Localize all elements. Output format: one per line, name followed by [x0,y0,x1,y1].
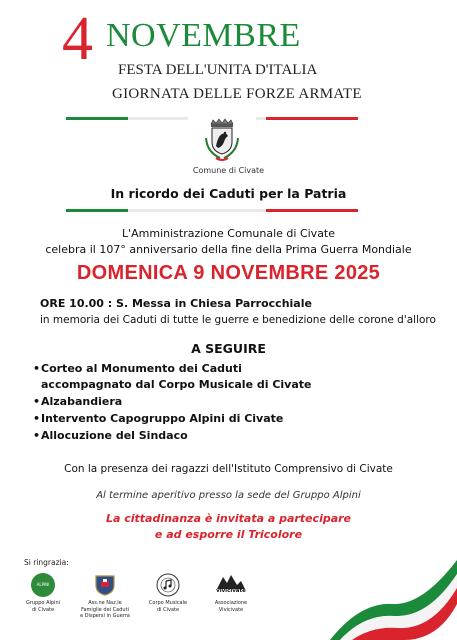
list-item: •Alzabandiera [33,395,123,408]
presenza-text: Con la presenza dei ragazzi dell'Istituto Comprensivo di Civate [64,463,393,475]
stripe-white-right [256,117,266,120]
caduti-shield-icon [93,573,117,597]
sponsor-name: di Civate [156,606,180,613]
stripe2-red [266,209,358,212]
sponsor-name: Gruppo Alpini [25,600,61,606]
crest-caption: Comune di Civate [192,166,265,175]
stripe-green-left [66,117,128,120]
amministrazione-line1: L'Amministrazione Comunale di Civate [121,227,336,240]
sponsor-vivicivate [204,573,258,613]
list-item-continuation: accompagnato dal Corpo Musicale di Civate [41,378,312,391]
ringrazia-title: Si ringrazia: [24,558,69,567]
subtitle-festa: FESTA DELL'UNITA D'ITALIA [118,62,318,78]
ricordo-heading: In ricordo dei Caduti per la Patria [110,186,347,201]
sponsor-name: Associazione [214,600,248,606]
stripe-red-right [266,117,358,120]
sponsor-alpini [22,573,64,613]
sponsor-name: Corpo Musicale [148,600,188,606]
title-number: 4 [62,5,93,73]
sponsor-name: di Civate [31,606,55,613]
subtitle-giornata: GIORNATA DELLE FORZE ARMATE [112,86,362,102]
messa-memoria: in memoria dei Caduti di tutte le guerre e benedizione delle corone d'alloro [40,314,436,326]
cittadinanza-line2: e ad esporre il Tricolore [154,528,303,541]
sponsor-name: Vivicivate [218,606,244,613]
event-date: DOMENICA 9 NOVEMBRE 2025 [76,262,381,284]
stripe-white-left [128,117,188,120]
list-item: •Corteo al Monumento dei Caduti [33,362,242,375]
music-band-icon [156,573,180,597]
messa-time: ORE 10.00 : S. Messa in Chiesa Parrocchiale [40,297,312,310]
alpini-logo-icon [31,573,55,597]
termine-text: Al termine aperitivo presso la sede del Gruppo Alpini [96,490,361,501]
stripe2-green [66,209,128,212]
list-item: •Intervento Capogruppo Alpini di Civate [33,412,284,425]
list-item: •Allocuzione del Sindaco [33,429,188,442]
italian-flag-ribbon-icon [330,540,457,640]
stripe2-white [128,209,266,212]
seguire-title: A SEGUIRE [191,341,266,356]
title-month: NOVEMBRE [106,17,301,54]
vivicivate-logo-text: vivicivate [216,588,246,594]
crest-icon [198,118,244,164]
sponsor-corpo-musicale [144,573,192,613]
sponsor-caduti [80,573,130,620]
sponsor-name: e Dispersi in Guerra [80,613,130,619]
sponsor-name: Ass.ne Naz.le [88,600,122,606]
cittadinanza-line1: La cittadinanza è invitata a partecipare [105,512,352,525]
sponsor-name: Famiglie dei Caduti [81,606,129,613]
alpini-logo-text: ALPINI [36,582,50,587]
amministrazione-line2: celebra il 107° anniversario della fine della Prima Guerra Mondiale [45,243,412,256]
